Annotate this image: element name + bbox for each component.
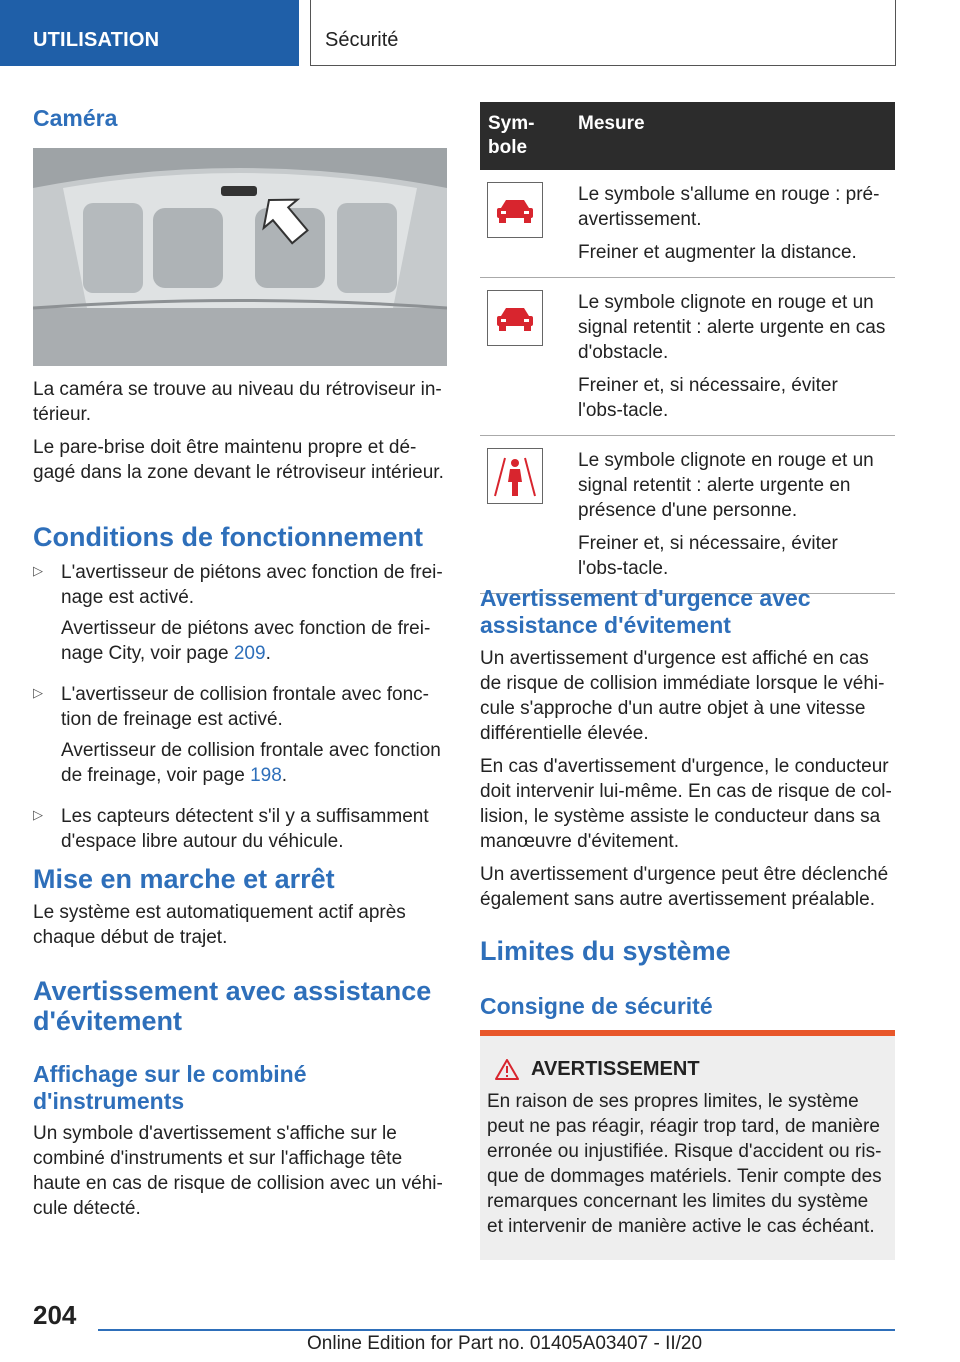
warning-label: AVERTISSEMENT xyxy=(531,1058,700,1080)
urgent-paragraph-2: En cas d'avertissement d'urgence, le conducteur doit intervenir lui-même. En cas de risque de col-lision, le système assiste le conducteur dans sa manœuvre d'évitement. xyxy=(480,756,892,852)
list-item xyxy=(33,560,447,666)
measure-text: Le symbole clignote en rouge et un signal retentit : alerte urgente en cas d'obstacle. xyxy=(578,292,886,363)
list-item-sub: Avertisseur de piétons avec fonction de frei-nage City, voir page 209. xyxy=(61,618,431,664)
symbol-table xyxy=(480,102,895,594)
list-item-main: L'avertisseur de piétons avec fonction de frei-nage est activé. xyxy=(61,562,443,608)
urgent-text xyxy=(480,646,895,912)
footer-edition: Online Edition for Part no. 01405A03407 - II/20 xyxy=(307,1333,703,1354)
measure-text: Le symbole clignote en rouge et un signal retentit : alerte urgente en présence d'une personne. xyxy=(578,450,874,521)
safety-heading: Consigne de sécurité xyxy=(480,993,713,1019)
urgent-heading: Avertissement d'urgence avec assistance d'évitement xyxy=(480,585,811,638)
page-link-209[interactable]: 209 xyxy=(233,643,266,664)
car-warning-icon xyxy=(487,290,543,346)
page-link-198[interactable]: 198 xyxy=(250,765,282,786)
camera-paragraph-1: La caméra se trouve au niveau du rétroviseur in-térieur. xyxy=(33,379,442,425)
camera-paragraph-2: Le pare-brise doit être maintenu propre et dé-gagé dans la zone devant le rétroviseur intérieur. xyxy=(33,437,444,483)
camera-location-image xyxy=(33,148,447,366)
page-number: 204 xyxy=(33,1300,77,1330)
list-item-main: L'avertisseur de collision frontale avec fonc-tion de freinage est activé. xyxy=(61,684,429,730)
conditions-list xyxy=(33,560,447,854)
camera-heading: Caméra xyxy=(33,105,118,131)
measure-text: Le symbole s'allume en rouge : pré-avertissement. xyxy=(578,184,880,230)
bullet-triangle-icon: ▷ xyxy=(33,685,43,700)
symbol-cell xyxy=(480,278,570,436)
pedestrian-warning-icon xyxy=(487,448,543,504)
measure-action: Freiner et augmenter la distance. xyxy=(578,242,857,263)
list-item xyxy=(33,682,447,788)
symbol-cell xyxy=(480,170,570,278)
table-row xyxy=(480,170,895,278)
display-paragraph: Un symbole d'avertissement s'affiche sur le combiné d'instruments et sur l'affichage tête haute en cas de risque de collision avec un véhi-cule détecté. xyxy=(33,1123,443,1219)
header-subsection-box xyxy=(310,0,896,66)
list-item-sub: Avertisseur de collision frontale avec fonction de freinage, voir page 198. xyxy=(61,740,441,786)
footer-divider xyxy=(98,1329,895,1331)
header-section-label: UTILISATION xyxy=(33,29,160,51)
table-row xyxy=(480,278,895,436)
onoff-heading: Mise en marche et arrêt xyxy=(33,864,335,894)
measure-cell xyxy=(570,436,895,594)
header-subsection-label: Sécurité xyxy=(325,29,399,51)
urgent-paragraph-1: Un avertissement d'urgence est affiché en cas de risque de collision immédiate lorsque le véhi-cule s'approche d'un autre objet à une vitesse différentielle élevée. xyxy=(480,648,885,744)
warning-box xyxy=(480,1030,895,1260)
header-section-tab xyxy=(0,0,299,66)
col-measure-header: Mesure xyxy=(570,102,895,170)
warning-text: En raison de ses propres limites, le système peut ne pas réagir, réagir trop tard, de manière erronée ou injustifiée. Risque d'accident ou ris-que de dommages matériels. Tenir compte des remarques concernant les limites du système et intervenir de manière active le cas échéant. xyxy=(487,1091,882,1237)
bullet-triangle-icon: ▷ xyxy=(33,807,43,822)
symbol-cell xyxy=(480,436,570,594)
car-interior-illustration xyxy=(33,148,447,366)
onoff-paragraph: Le système est automatiquement actif après chaque début de trajet. xyxy=(33,902,406,948)
measure-action: Freiner et, si nécessaire, éviter l'obs-tacle. xyxy=(578,533,838,579)
warning-triangle-icon xyxy=(495,1059,519,1080)
measure-action: Freiner et, si nécessaire, éviter l'obs-tacle. xyxy=(578,375,838,421)
conditions-heading: Conditions de fonctionnement xyxy=(33,522,423,552)
warning-assist-heading: Avertissement avec assistance d'évitement xyxy=(33,976,432,1036)
col-symbol-header: Sym-bole xyxy=(480,102,570,170)
list-item xyxy=(33,804,447,854)
table-row xyxy=(480,436,895,594)
table-header-row xyxy=(480,102,895,170)
limits-heading: Limites du système xyxy=(480,936,731,966)
display-heading: Affichage sur le combiné d'instruments xyxy=(33,1061,307,1114)
bullet-triangle-icon: ▷ xyxy=(33,563,43,578)
measure-cell xyxy=(570,278,895,436)
car-warning-icon xyxy=(487,182,543,238)
urgent-paragraph-3: Un avertissement d'urgence peut être déclenché également sans autre avertissement préalable. xyxy=(480,864,889,910)
camera-text xyxy=(33,377,447,485)
list-item-main: Les capteurs détectent s'il y a suffisamment d'espace libre autour du véhicule. xyxy=(61,806,429,852)
measure-cell xyxy=(570,170,895,278)
warning-title xyxy=(487,1058,885,1081)
